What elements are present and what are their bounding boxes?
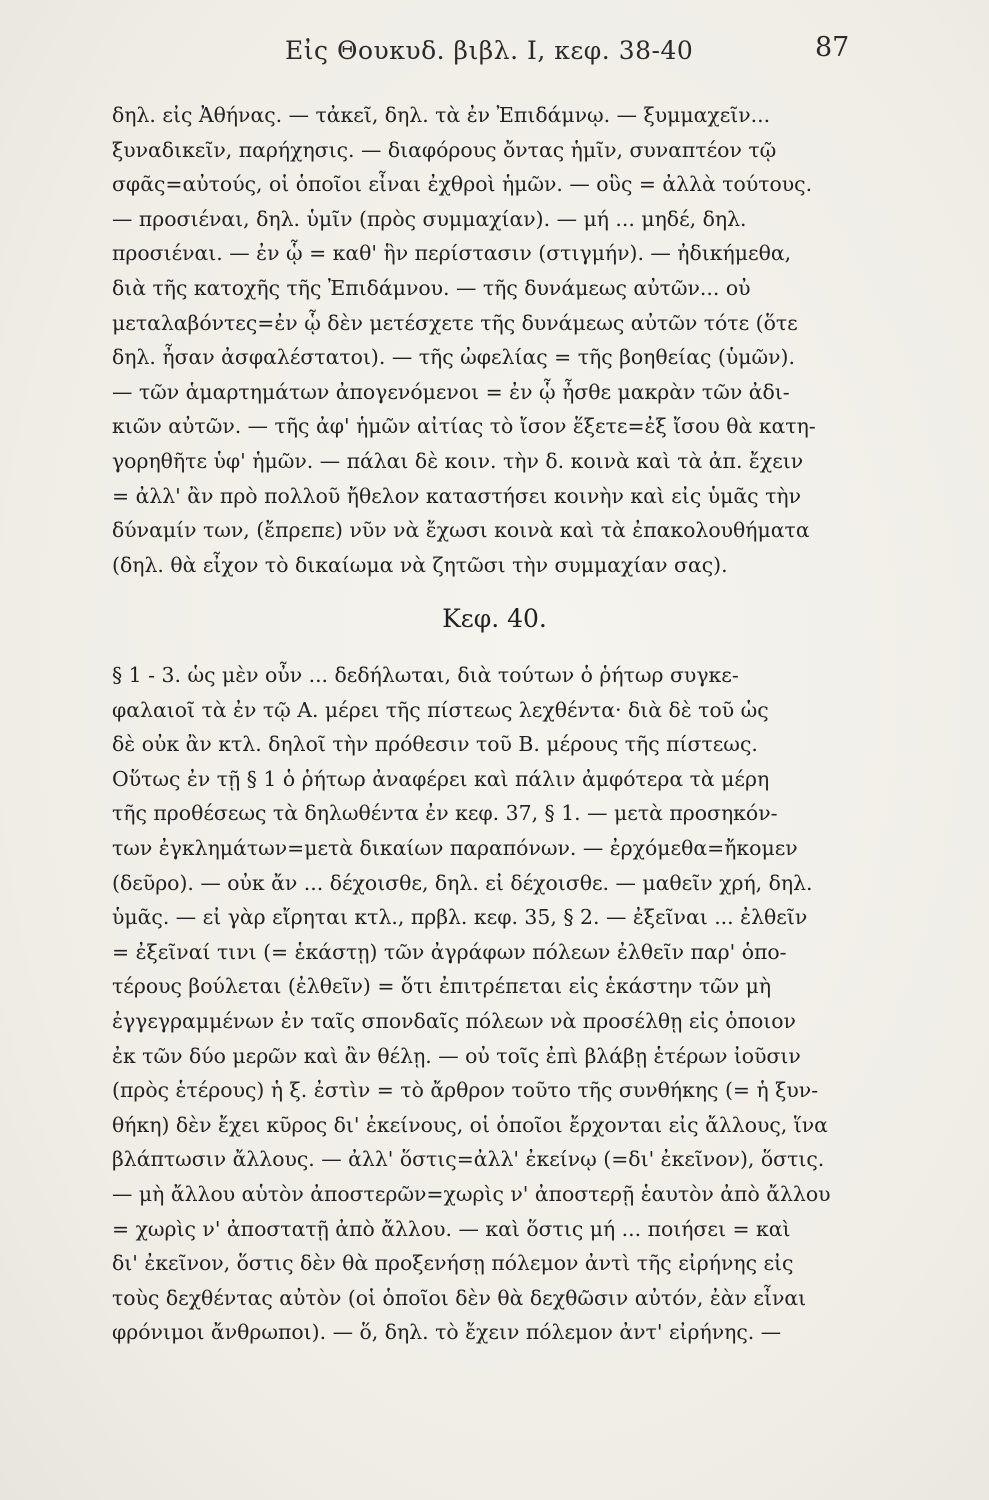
text-line: τῆς προθέσεως τὰ δηλωθέντα ἐν κεφ. 37, § 1. — μετὰ προσηκόν- <box>112 801 778 826</box>
text-line: — προσιέναι, δηλ. ὑμῖν (πρὸς συμμαχίαν). — μή ... μηδέ, δηλ. <box>112 206 747 231</box>
text-line: φαλαιοῖ τὰ ἐν τῷ Α. μέρει τῆς πίστεως λεχθέντα· διὰ δὲ τοῦ ὡς <box>112 697 769 722</box>
page-number: 87 <box>815 32 850 63</box>
text-line: — μὴ ἄλλου αὑτὸν ἀποστερῶν=χωρὶς ν' ἀποστερῇ ἑαυτὸν ἀπὸ ἄλλου <box>112 1181 831 1206</box>
text-line: δύναμίν των, (ἔπρεπε) νῦν νὰ ἔχωσι κοινὰ καὶ τὰ ἐπακολουθήματα <box>112 518 810 543</box>
text-line: μεταλαβόντες=ἐν ᾧ δὲν μετέσχετε τῆς δυνάμεως αὐτῶν τότε (ὅτε <box>112 310 798 335</box>
text-line: ξυναδικεῖν, παρήχησις. — διαφόρους ὄντας ἡμῖν, συναπτέον τῷ <box>112 137 777 162</box>
commentary-section-1 <box>112 98 876 582</box>
text-line: τοὺς δεχθέντας αὐτὸν (οἱ ὁποῖοι δὲν θὰ δεχθῶσιν αὐτόν, ἐὰν εἶναι <box>112 1285 807 1310</box>
text-line: προσιέναι. — ἐν ᾧ = καθ' ἣν περίστασιν (στιγμήν). — ἠδικήμεθα, <box>112 241 792 266</box>
text-line: δηλ. εἰς Ἀθήνας. — τἀκεῖ, δηλ. τὰ ἐν Ἐπιδάμνῳ. — ξυμμαχεῖν... <box>112 103 771 127</box>
text-line: βλάπτωσιν ἄλλους. — ἀλλ' ὅστις=ἀλλ' ἐκείνῳ (=δι' ἐκεῖνον), ὅστις. <box>112 1147 825 1172</box>
text-line: θήκη) δὲν ἔχει κῦρος δι' ἐκείνους, οἱ ὁποῖοι ἔρχονται εἰς ἄλλους, ἵνα <box>112 1112 828 1137</box>
text-line: κιῶν αὐτῶν. — τῆς ἀφ' ἡμῶν αἰτίας τὸ ἴσον ἕξετε=ἐξ ἴσου θὰ κατη- <box>112 414 816 439</box>
text-line: (πρὸς ἑτέρους) ἡ ξ. ἐστὶν = τὸ ἄρθρον τοῦτο τῆς συνθήκης (= ἡ ξυν- <box>112 1078 819 1103</box>
text-line: τέρους βούλεται (ἐλθεῖν) = ὅτι ἐπιτρέπεται εἰς ἑκάστην τῶν μὴ <box>112 974 772 999</box>
text-line: ὑμᾶς. — εἰ γὰρ εἴρηται κτλ., πρβλ. κεφ. 35, § 2. — ἐξεῖναι ... ἐλθεῖν <box>112 905 808 930</box>
text-line: Οὕτως ἐν τῇ § 1 ὁ ῥήτωρ ἀναφέρει καὶ πάλιν ἀμφότερα τὰ μέρη <box>112 766 770 791</box>
text-line: = ἀλλ' ἂν πρὸ πολλοῦ ἤθελον καταστήσει κοινὴν καὶ εἰς ὑμᾶς τὴν <box>112 483 801 508</box>
text-line: δὲ οὐκ ἂν κτλ. δηλοῖ τὴν πρόθεσιν τοῦ Β. μέρους τῆς πίστεως. <box>112 732 758 757</box>
text-line: σφᾶς=αὐτούς, οἱ ὁποῖοι εἶναι ἐχθροὶ ἡμῶν. — οὓς = ἀλλὰ τούτους. <box>112 172 813 197</box>
chapter-heading: Κεφ. 40. <box>442 604 547 633</box>
text-line: (δεῦρο). — οὐκ ἄν ... δέχοισθε, δηλ. εἰ δέχοισθε. — μαθεῖν χρή, δηλ. <box>112 870 813 895</box>
text-line: ἐγγεγραμμένων ἐν ταῖς σπονδαῖς πόλεων νὰ προσέλθῃ εἰς ὁποιον <box>112 1008 796 1033</box>
text-line: = ἐξεῖναί τινι (= ἑκάστῃ) τῶν ἀγράφων πόλεων ἐλθεῖν παρ' ὁπο- <box>112 939 787 964</box>
text-line: = χωρὶς ν' ἀποστατῇ ἀπὸ ἄλλου. — καὶ ὅστις μή ... ποιήσει = καὶ <box>112 1216 791 1241</box>
text-line: γορηθῆτε ὑφ' ἡμῶν. — πάλαι δὲ κοιν. τὴν δ. κοινὰ καὶ τὰ ἀπ. ἔχειν <box>112 448 804 473</box>
text-line: ἐκ τῶν δύο μερῶν καὶ ἂν θέλῃ. — οὐ τοῖς ἐπὶ βλάβῃ ἑτέρων ἰοῦσιν <box>112 1043 801 1068</box>
text-line: φρόνιμοι ἄνθρωποι). — ὅ, δηλ. τὸ ἔχειν πόλεμον ἀντ' εἰρήνης. — <box>112 1320 782 1345</box>
running-title: Εἰς Θουκυδ. βιβλ. Ι, κεφ. 38-40 <box>285 36 694 65</box>
text-line: δηλ. ἦσαν ἀσφαλέστατοι). — τῆς ὠφελίας = τῆς βοηθείας (ὑμῶν). <box>112 345 795 370</box>
text-line: — τῶν ἁμαρτημάτων ἀπογενόμενοι = ἐν ᾧ ἦσθε μακρὰν τῶν ἀδι- <box>112 379 790 404</box>
commentary-section-2 <box>112 658 876 1350</box>
text-line: (δηλ. θὰ εἶχον τὸ δικαίωμα νὰ ζητῶσι τὴν συμμαχίαν σας). <box>112 552 728 577</box>
text-line: των ἐγκλημάτων=μετὰ δικαίων παραπόνων. — ἐρχόμεθα=ἤκομεν <box>112 835 798 860</box>
text-line: διὰ τῆς κατοχῆς τῆς Ἐπιδάμνου. — τῆς δυνάμεως αὐτῶν... οὐ <box>112 275 751 300</box>
text-line: § 1 - 3. ὡς μὲν οὖν ... δεδήλωται, διὰ τούτων ὁ ῥήτωρ συγκε- <box>112 663 739 687</box>
text-line: δι' ἐκεῖνον, ὅστις δὲν θὰ προξενήσῃ πόλεμον ἀντὶ τῆς εἰρήνης εἰς <box>112 1251 794 1276</box>
